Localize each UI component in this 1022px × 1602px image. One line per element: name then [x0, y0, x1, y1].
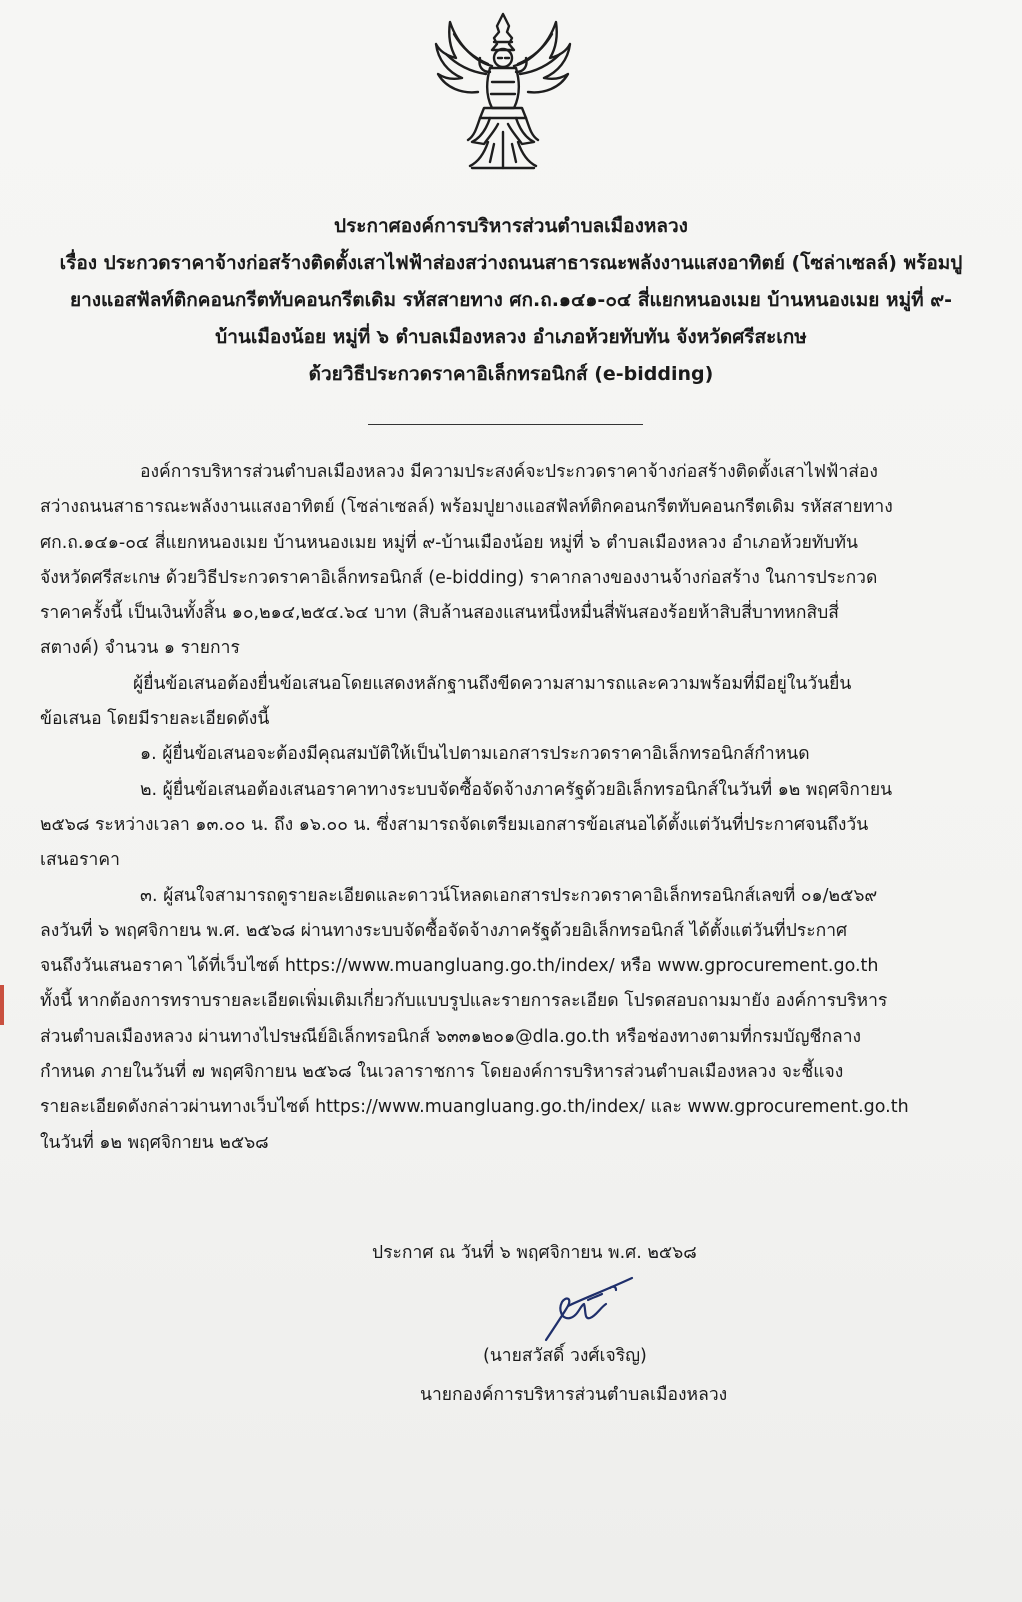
garuda-emblem-icon: [428, 12, 578, 172]
body-line: สว่างถนนสาธารณะพลังงานแสงอาทิตย์ (โซล่าเซลล์) พร้อมปูยางแอสฟัลท์ติกคอนกรีตทับคอนกรีตเดิม รหัสสายทาง: [40, 497, 893, 518]
body-line: องค์การบริหารส่วนตำบลเมืองหลวง มีความประสงค์จะประกวดราคาจ้างก่อสร้างติดตั้งเสาไฟฟ้าส่อง: [140, 462, 878, 482]
heading-divider: [368, 424, 643, 425]
body-line: ส่วนตำบลเมืองหลวง ผ่านทางไปรษณีย์อิเล็กทรอนิกส์ ๖๓๓๑๒๐๑@dla.go.th หรือช่องทางตามที่กรมบัญชีกลาง: [40, 1026, 862, 1047]
body-line: ผู้ยื่นข้อเสนอต้องยื่นข้อเสนอโดยแสดงหลักฐานถึงขีดความสามารถและความพร้อมที่มีอยู่ในวันยื่น: [133, 673, 852, 694]
body-line: ข้อเสนอ โดยมีรายละเอียดดังนี้: [40, 709, 270, 730]
body-line: จังหวัดศรีสะเกษ ด้วยวิธีประกวดราคาอิเล็กทรอนิกส์ (e-bidding) ราคากลางของงานจ้างก่อสร้าง ในการประกวด: [40, 567, 878, 588]
body-line: รายละเอียดดังกล่าวผ่านทางเว็บไซต์ https://www.muangluang.go.th/index/ และ www.gprocurement.go.th: [40, 1097, 909, 1118]
edge-mark: [0, 985, 4, 1025]
heading-subject-line: ยางแอสฟัลท์ติกคอนกรีตทับคอนกรีตเดิม รหัสสายทาง ศก.ถ.๑๔๑-๐๔ สี่แยกหนองเมย บ้านหนองเมย หมู่ที่ ๙-: [69, 289, 953, 311]
announcement-heading: [0, 208, 1022, 393]
handwritten-signature-icon: [528, 1270, 648, 1350]
list-item: ๓. ผู้สนใจสามารถดูรายละเอียดและดาวน์โหลดเอกสารประกวดราคาอิเล็กทรอนิกส์เลขที่ ๐๑/๒๕๖๙: [140, 885, 878, 906]
announcement-date: ประกาศ ณ วันที่ ๖ พฤศจิกายน พ.ศ. ๒๕๖๘: [372, 1243, 697, 1263]
body-line: กำหนด ภายในวันที่ ๗ พฤศจิกายน ๒๕๖๘ ในเวลาราชการ โดยองค์การบริหารส่วนตำบลเมืองหลวง จะชี้แจง: [40, 1062, 844, 1083]
body-line: ทั้งนี้ หากต้องการทราบรายละเอียดเพิ่มเติมเกี่ยวกับแบบรูปและรายการละเอียด โปรดสอบถามมายัง องค์การบริหาร: [40, 991, 888, 1012]
body-line: สตางค์) จำนวน ๑ รายการ: [40, 638, 240, 659]
body-line: ราคาครั้งนี้ เป็นเงินทั้งสิ้น ๑๐,๒๑๔,๒๕๔.๖๔ บาท (สิบล้านสองแสนหนึ่งหมื่นสี่พันสองร้อยห้าสิบสี่บาทหกสิบสี่: [40, 603, 839, 624]
heading-method-line: ด้วยวิธีประกวดราคาอิเล็กทรอนิกส์ (e-bidding): [308, 363, 714, 385]
body-line: ลงวันที่ ๖ พฤศจิกายน พ.ศ. ๒๕๖๘ ผ่านทางระบบจัดซื้อจัดจ้างภาครัฐด้วยอิเล็กทรอนิกส์ ได้ตั้งแต่วันที่ประกาศ: [40, 920, 848, 941]
heading-subject-line: เรื่อง ประกวดราคาจ้างก่อสร้างติดตั้งเสาไฟฟ้าส่องสว่างถนนสาธารณะพลังงานแสงอาทิตย์ (โซล่าเซลล์) พร้อมปู: [59, 252, 963, 274]
body-line: จนถึงวันเสนอราคา ได้ที่เว็บไซต์ https://www.muangluang.go.th/index/ หรือ www.gprocurement.go.th: [40, 956, 879, 977]
body-line: ๒๕๖๘ ระหว่างเวลา ๑๓.๐๐ น. ถึง ๑๖.๐๐ น. ซึ่งสามารถจัดเตรียมเอกสารข้อเสนอได้ตั้งแต่วันที่ประกาศจนถึงวัน: [40, 814, 869, 835]
signer-title: นายกองค์การบริหารส่วนตำบลเมืองหลวง: [420, 1385, 728, 1405]
heading-subject-line: บ้านเมืองน้อย หมู่ที่ ๖ ตำบลเมืองหลวง อำเภอห้วยทับทัน จังหวัดศรีสะเกษ: [215, 326, 807, 348]
announcement-body: [40, 455, 980, 1161]
signer-name: (นายสวัสดิ์ วงศ์เจริญ): [483, 1346, 647, 1366]
list-item: ๑. ผู้ยื่นข้อเสนอจะต้องมีคุณสมบัติให้เป็นไปตามเอกสารประกวดราคาอิเล็กทรอนิกส์กำหนด: [140, 744, 810, 765]
body-line: ในวันที่ ๑๒ พฤศจิกายน ๒๕๖๘: [40, 1132, 269, 1153]
list-item: ๒. ผู้ยื่นข้อเสนอต้องเสนอราคาทางระบบจัดซื้อจัดจ้างภาครัฐด้วยอิเล็กทรอนิกส์ในวันที่ ๑๒ พฤศจิกายน: [140, 779, 893, 800]
heading-title: ประกาศองค์การบริหารส่วนตำบลเมืองหลวง: [334, 215, 688, 237]
body-line: ศก.ถ.๑๔๑-๐๔ สี่แยกหนองเมย บ้านหนองเมย หมู่ที่ ๙-บ้านเมืองน้อย หมู่ที่ ๖ ตำบลเมืองหลวง อำเภอห้วยทับทัน: [40, 532, 858, 553]
body-line: เสนอราคา: [40, 850, 120, 871]
